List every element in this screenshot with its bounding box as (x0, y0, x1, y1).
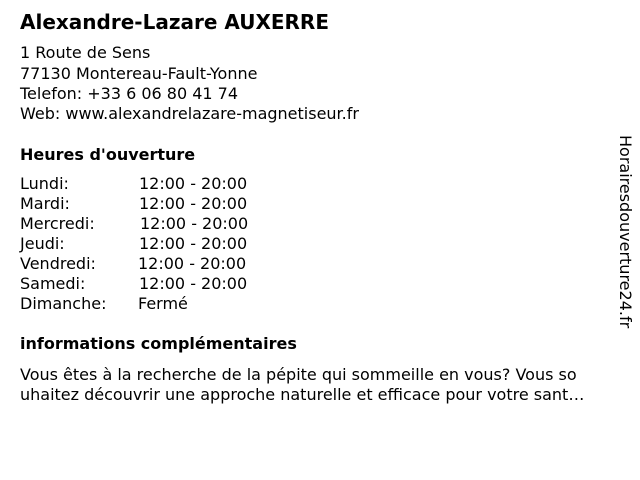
day-label: Mercredi: (20, 214, 95, 233)
business-description (20, 365, 628, 405)
address-street: 1 Route de Sens (20, 43, 151, 62)
day-label: Mardi: (20, 194, 70, 213)
additional-info-heading: informations complémentaires (20, 334, 297, 353)
hours-row-wednesday (20, 214, 320, 234)
hours-value: Fermé (138, 294, 188, 313)
day-label: Vendredi: (20, 254, 96, 273)
website-link[interactable]: Web: www.alexandrelazare-magnetiseur.fr (20, 104, 359, 123)
hours-value: 12:00 - 20:00 (140, 214, 249, 233)
address-city: 77130 Montereau-Fault-Yonne (20, 64, 258, 83)
site-watermark (612, 135, 636, 345)
description-line-1: Vous êtes à la recherche de la pépite qui sommeille en vous? Vous so (20, 365, 577, 384)
hours-row-thursday (20, 234, 320, 254)
business-name: Alexandre-Lazare AUXERRE (20, 10, 329, 34)
hours-row-monday (20, 174, 320, 194)
hours-row-sunday (20, 294, 320, 314)
day-label: Lundi: (20, 174, 69, 193)
phone-number[interactable]: Telefon: +33 6 06 80 41 74 (20, 84, 239, 103)
opening-hours-heading: Heures d'ouverture (20, 145, 196, 164)
hours-value: 12:00 - 20:00 (139, 174, 248, 193)
hours-row-tuesday (20, 194, 320, 214)
hours-value: 12:00 - 20:00 (138, 254, 247, 273)
hours-value: 12:00 - 20:00 (139, 274, 248, 293)
hours-value: 12:00 - 20:00 (139, 234, 248, 253)
day-label: Jeudi: (20, 234, 65, 253)
description-line-2: uhaitez découvrir une approche naturelle et efficace pour votre sant… (20, 385, 585, 404)
hours-row-friday (20, 254, 320, 274)
watermark-text: Horairesdouverture24.fr (616, 135, 635, 329)
day-label: Dimanche: (20, 294, 107, 313)
hours-value: 12:00 - 20:00 (139, 194, 248, 213)
hours-row-saturday (20, 274, 320, 294)
day-label: Samedi: (20, 274, 86, 293)
